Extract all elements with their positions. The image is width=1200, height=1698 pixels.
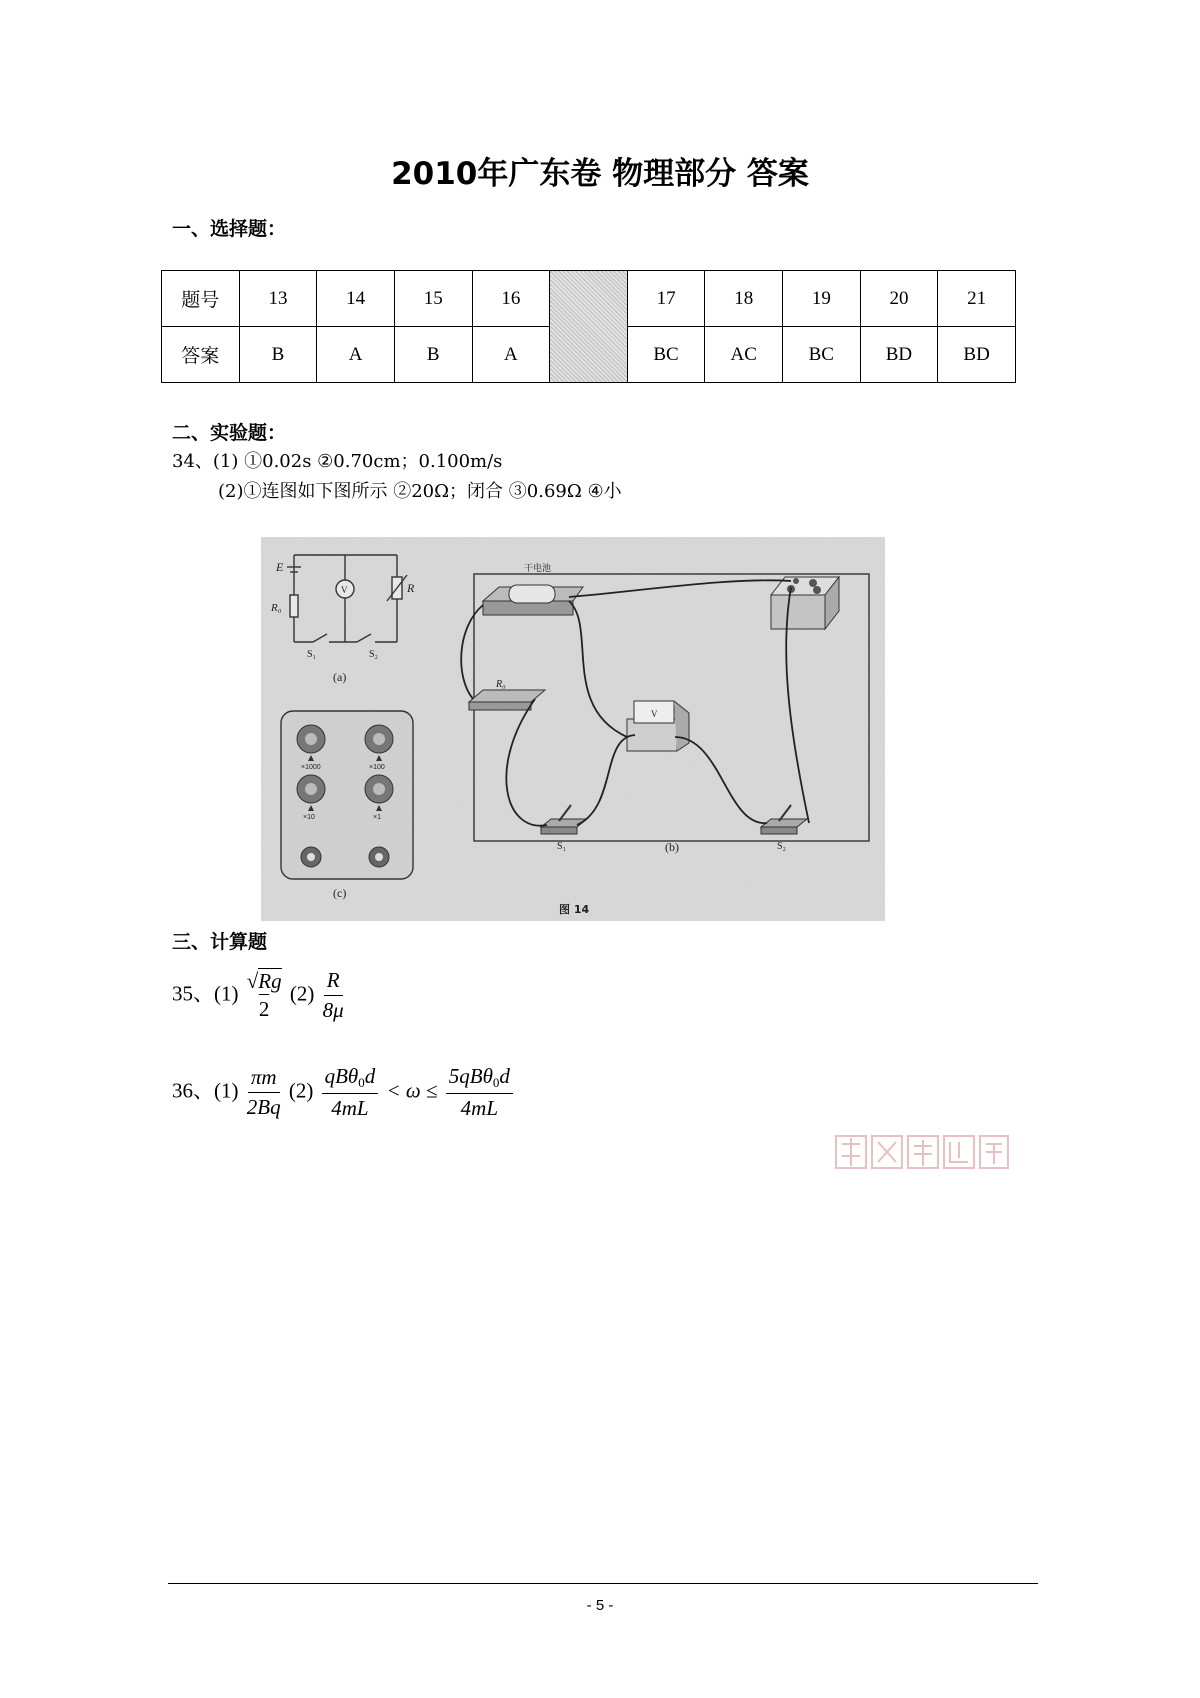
table-cell: BD	[938, 327, 1016, 383]
label-x1000: ×1000	[301, 764, 321, 771]
q36-part1-denominator: 2Bq	[246, 1095, 281, 1119]
answer-35	[172, 968, 347, 1023]
table-cell: 15	[394, 271, 472, 327]
table-cell: 20	[860, 271, 938, 327]
table-cell: 18	[705, 271, 783, 327]
q35-radicand: Rg	[258, 969, 282, 993]
q35-label: 35、	[172, 981, 214, 1006]
label-V-b: V	[651, 709, 658, 719]
q36-lower-num-a: qBθ	[324, 1064, 359, 1088]
table-cell: 19	[783, 271, 861, 327]
footer-divider	[168, 1583, 1038, 1584]
q35-part2-label: (2)	[289, 981, 315, 1006]
figure-caption: 图 14	[559, 903, 590, 916]
sqrt-symbol-icon: √	[246, 969, 259, 993]
resistance-box-c	[281, 711, 413, 879]
q36-lower-num-b: d	[364, 1064, 376, 1088]
page-title: 2010年广东卷 物理部分 答案	[391, 156, 809, 192]
q36-part1-label: (1)	[214, 1078, 239, 1103]
label-V-a: V	[341, 585, 348, 595]
table-answer-label: 答案	[162, 327, 240, 383]
table-cell: 16	[472, 271, 550, 327]
table-cell: 21	[938, 271, 1016, 327]
q35-part2-numerator: R	[324, 968, 343, 996]
q36-upper-num-a: 5qBθ	[448, 1064, 493, 1088]
page-number: - 5 -	[586, 1597, 614, 1614]
q36-upper-numerator	[446, 1064, 513, 1094]
label-a: (a)	[333, 670, 347, 684]
q36-part1-numerator: πm	[248, 1065, 280, 1093]
q35-part1-numerator	[247, 969, 282, 994]
label-S2-b: S₂	[777, 841, 787, 852]
q36-label: 36、	[172, 1078, 214, 1103]
q36-part2-label: (2)	[288, 1078, 314, 1103]
answer-34-part1: 34、(1) ①0.02s ②0.70cm；0.100m/s	[172, 451, 503, 472]
q36-inequality: < ω ≤	[386, 1078, 438, 1103]
label-R0-a: R₀	[271, 602, 282, 614]
q36-lower-denominator: 4mL	[331, 1096, 369, 1120]
shaded-cell	[550, 271, 628, 383]
circuit-figure	[261, 537, 885, 921]
table-cell: BC	[627, 327, 705, 383]
q35-part1-denominator: 2	[259, 994, 270, 1022]
section-calculation-heading: 三、计算题	[172, 931, 268, 953]
table-cell: BC	[783, 327, 861, 383]
table-row	[162, 271, 1016, 327]
label-x100: ×100	[369, 764, 385, 771]
label-b: (b)	[665, 840, 679, 854]
answer-36	[172, 1064, 516, 1121]
label-x1: ×1	[373, 814, 381, 821]
watermark-logo	[832, 1128, 1012, 1178]
table-cell: B	[239, 327, 317, 383]
table-cell: 13	[239, 271, 317, 327]
q36-lower-numerator	[322, 1064, 379, 1094]
section-choice-heading: 一、选择题：	[172, 218, 287, 240]
q36-upper-num-b: d	[499, 1064, 510, 1088]
table-cell: 14	[317, 271, 395, 327]
label-battery: 干电池	[524, 564, 552, 574]
answer-34-part2: (2)①连图如下图所示 ②20Ω；闭合 ③0.69Ω ④小	[218, 481, 622, 502]
q35-part1-label: (1)	[214, 981, 239, 1006]
label-E: E	[276, 560, 284, 574]
label-R0-b: R₀	[496, 679, 506, 690]
label-S2-a: S₂	[369, 649, 379, 660]
q36-upper-bound-fraction	[446, 1064, 513, 1121]
q35-part2-fraction	[323, 968, 344, 1023]
label-S1-b: S₁	[557, 841, 567, 852]
q36-part1-fraction	[247, 1065, 281, 1120]
q35-part1-fraction	[247, 969, 282, 1022]
label-c: (c)	[333, 886, 347, 900]
q36-upper-num-sub: 0	[492, 1075, 500, 1090]
q36-lower-bound-fraction	[322, 1064, 379, 1121]
q36-upper-denominator: 4mL	[460, 1096, 499, 1120]
table-cell: AC	[705, 327, 783, 383]
label-R: R	[407, 581, 415, 595]
q35-part2-denominator: 8μ	[322, 998, 344, 1022]
table-cell: A	[317, 327, 395, 383]
table-header-label: 题号	[162, 271, 240, 327]
section-experiment-heading: 二、实验题：	[172, 422, 287, 444]
answer-table	[161, 270, 1016, 383]
table-cell: A	[472, 327, 550, 383]
table-cell: BD	[860, 327, 938, 383]
label-x10: ×10	[303, 814, 315, 821]
q36-lower-num-sub: 0	[358, 1075, 365, 1090]
table-cell: 17	[627, 271, 705, 327]
table-cell: B	[394, 327, 472, 383]
label-S1-a: S₁	[307, 649, 317, 660]
